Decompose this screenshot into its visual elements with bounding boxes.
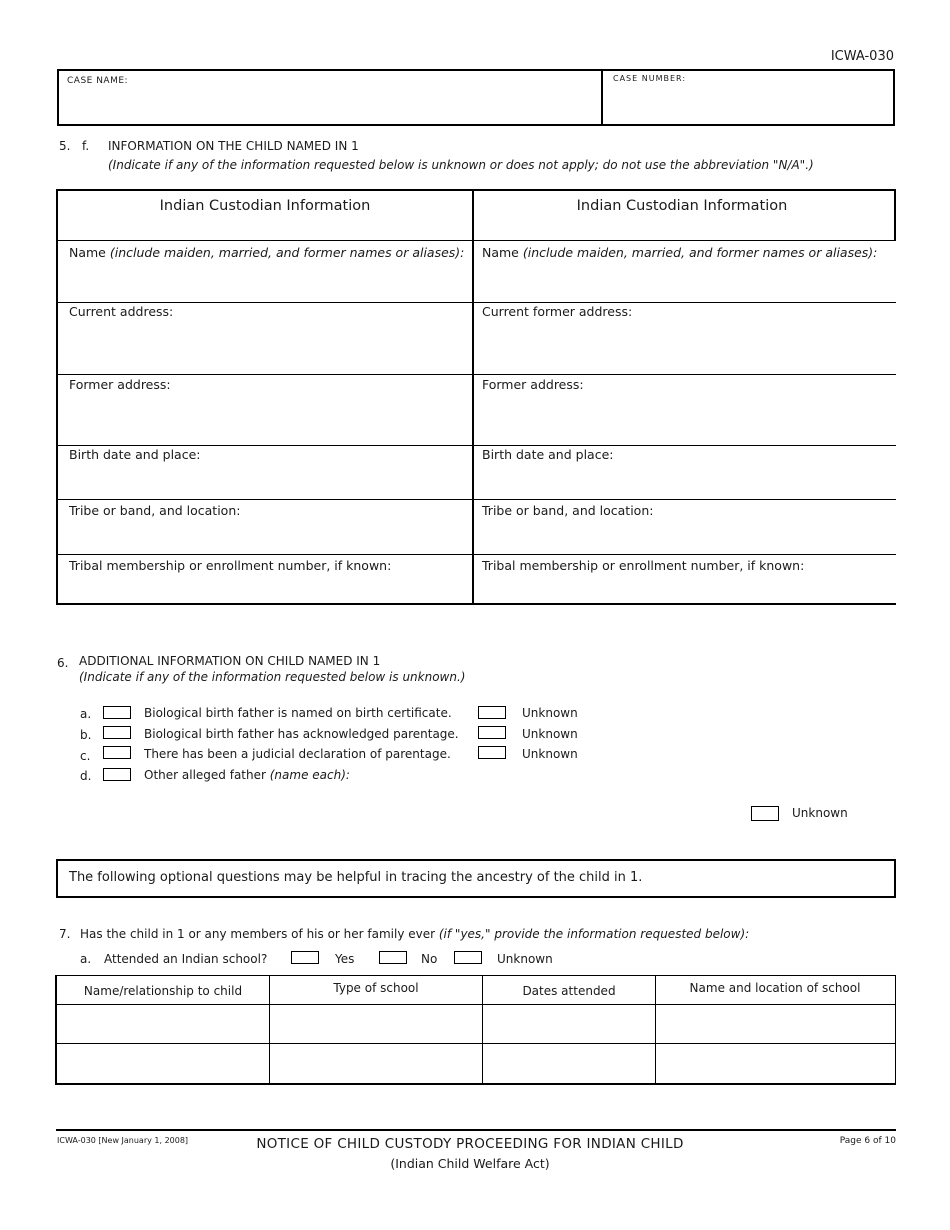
item-a-unknown-label: Unknown (522, 706, 578, 720)
school-col-location: Name and location of school (689, 981, 861, 995)
item-a-unknown-checkbox[interactable] (478, 706, 506, 719)
name-field-1[interactable] (60, 264, 468, 300)
footer-rule (56, 1129, 896, 1131)
school-col-type: Type of school (333, 981, 419, 995)
item-a-letter: a. (80, 707, 92, 721)
school-row1-type[interactable] (271, 1006, 480, 1042)
birth-label-2: Birth date and place: (482, 447, 614, 462)
membership-field-2[interactable] (476, 576, 890, 602)
birth-field-1[interactable] (60, 465, 468, 497)
school-no-label: No (421, 952, 438, 966)
footer-title: NOTICE OF CHILD CUSTODY PROCEEDING FOR INDIAN CHILD (256, 1136, 684, 1152)
item-7a-text: Attended an Indian school? (104, 952, 268, 966)
footer-subtitle: (Indian Child Welfare Act) (390, 1156, 550, 1171)
school-row2-location[interactable] (657, 1045, 893, 1082)
item-a-text: Biological birth father is named on birth certificate. (144, 706, 452, 720)
school-yes-label: Yes (335, 952, 355, 966)
membership-label-1: Tribal membership or enrollment number, if known: (69, 558, 392, 573)
tribe-field-2[interactable] (476, 520, 890, 552)
school-row2-dates[interactable] (484, 1045, 653, 1082)
custodian-header-1: Indian Custodian Information (159, 198, 371, 214)
former-address-field-2[interactable] (476, 395, 890, 443)
case-number-label: CASE NUMBER: (613, 74, 687, 83)
form-id: ICWA-030 (830, 49, 894, 64)
school-row1-dates[interactable] (484, 1006, 653, 1042)
school-row1-name[interactable] (58, 1006, 267, 1042)
school-yes-checkbox[interactable] (291, 951, 319, 964)
section6-note: (Indicate if any of the information requested below is unknown.) (79, 670, 466, 684)
section7-number: 7. (59, 927, 71, 941)
tribe-label-2: Tribe or band, and location: (482, 503, 654, 518)
school-row2-name[interactable] (58, 1045, 267, 1082)
membership-label-2: Tribal membership or enrollment number, if known: (482, 558, 805, 573)
name-field-2[interactable] (476, 264, 890, 300)
current-address-field-1[interactable] (60, 322, 468, 372)
footer-form-rev: ICWA-030 [New January 1, 2008] (57, 1136, 189, 1145)
item-c-unknown-label: Unknown (522, 747, 578, 761)
tribe-label-1: Tribe or band, and location: (69, 503, 241, 518)
school-unknown-checkbox[interactable] (454, 951, 482, 964)
optional-notice-text: The following optional questions may be helpful in tracing the ancestry of the child in 1. (69, 870, 643, 885)
name-label-2: Name (include maiden, married, and former names or aliases): (482, 245, 878, 260)
former-address-label-1: Former address: (69, 377, 171, 392)
tribe-field-1[interactable] (60, 520, 468, 552)
former-address-label-2: Former address: (482, 377, 584, 392)
item-c-text: There has been a judicial declaration of parentage. (144, 747, 451, 761)
school-col-name: Name/relationship to child (83, 984, 243, 998)
item-d-text: Other alleged father (name each): (144, 768, 350, 782)
section6-title: ADDITIONAL INFORMATION ON CHILD NAMED IN 1 (79, 654, 381, 668)
other-father-unknown-label: Unknown (792, 806, 848, 820)
current-address-label-1: Current address: (69, 304, 174, 319)
birth-field-2[interactable] (476, 465, 890, 497)
item-b-text: Biological birth father has acknowledged parentage. (144, 727, 459, 741)
school-col-dates: Dates attended (522, 984, 616, 998)
other-father-names-field[interactable] (144, 786, 734, 822)
item-b-unknown-label: Unknown (522, 727, 578, 741)
birth-label-1: Birth date and place: (69, 447, 201, 462)
item-c-unknown-checkbox[interactable] (478, 746, 506, 759)
item-b-letter: b. (80, 728, 92, 742)
current-address-field-2[interactable] (476, 322, 890, 372)
section5-title: INFORMATION ON THE CHILD NAMED IN 1 (108, 139, 359, 153)
former-address-field-1[interactable] (60, 395, 468, 443)
item-d-checkbox[interactable] (103, 768, 131, 781)
custodian-header-2: Indian Custodian Information (576, 198, 788, 214)
item-7a-letter: a. (80, 952, 92, 966)
case-number-field[interactable] (605, 88, 892, 124)
item-a-checkbox[interactable] (103, 706, 131, 719)
other-father-unknown-checkbox[interactable] (751, 806, 779, 821)
footer-page: Page 6 of 10 (839, 1136, 896, 1146)
item-b-checkbox[interactable] (103, 726, 131, 739)
section6-number: 6. (57, 656, 69, 670)
current-address-label-2: Current former address: (482, 304, 633, 319)
name-label-1: Name (include maiden, married, and former names or aliases): (69, 245, 465, 260)
item-b-unknown-checkbox[interactable] (478, 726, 506, 739)
case-name-field[interactable] (59, 90, 599, 124)
section5-number: 5. (59, 139, 71, 153)
item-d-letter: d. (80, 769, 92, 783)
section5-note: (Indicate if any of the information requested below is unknown or does not apply; do not use the abbreviation "N/A".) (108, 158, 814, 172)
item-c-checkbox[interactable] (103, 746, 131, 759)
section5-letter: f. (82, 139, 90, 153)
section7-question: Has the child in 1 or any members of his or her family ever (if "yes," provide the information requested below): (80, 927, 750, 941)
school-no-checkbox[interactable] (379, 951, 407, 964)
item-c-letter: c. (80, 749, 91, 763)
membership-field-1[interactable] (60, 576, 468, 602)
school-unknown-label: Unknown (497, 952, 553, 966)
case-name-label: CASE NAME: (67, 76, 129, 86)
school-row2-type[interactable] (271, 1045, 480, 1082)
school-row1-location[interactable] (657, 1006, 893, 1042)
